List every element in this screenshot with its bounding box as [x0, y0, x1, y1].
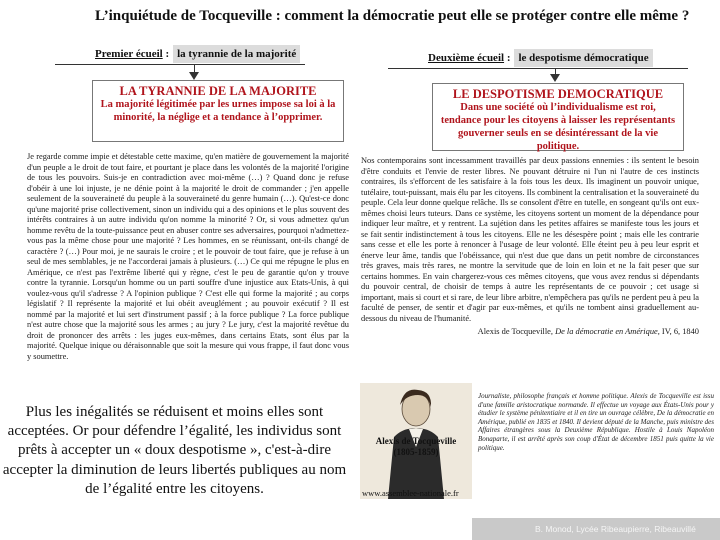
footer-credit: B. Monod, Lycée Ribeaupierre, Ribeauvillé — [535, 524, 696, 534]
summary-text: Plus les inégalités se réduisent et moins elles sont acceptées. Or pour défendre l’égalité, les individus sont prêts à accepter un « doux despotisme », c'est-à-dire accepter la diminution de leurs libertés publiques au nom de l’égalité entre les citoyens. — [2, 404, 347, 497]
despotism-box-text: Dans une société où l’individualisme est roi, tendance pour les citoyens à laisser les représentants gouverner seuls en se désintéressant de la vie politique. — [440, 102, 676, 152]
right-ecueil-heading — [428, 48, 653, 66]
portrait-caption — [360, 436, 472, 458]
attribution — [361, 327, 699, 338]
attribution-author: Alexis de Tocqueville, — [477, 327, 556, 336]
left-ecueil-heading — [95, 44, 300, 62]
left-arrow-icon — [189, 72, 199, 80]
left-connector-line — [55, 64, 305, 65]
right-excerpt-text: Nos contemporains sont incessamment travaillés par deux passions ennemies : ils sentent le besoin d'être conduits et l'envie de rester libres. Ne pouvant détruire ni l'un ni l'autre de ces instincts contraires, ils s'efforcent de les satisfaire à la fois tous les deux. Ils imaginent un pouvoir unique, tutélaire, tout-puissant, mais élu par les citoyens. Ils combinent la centralisation et la souveraineté du peuple. Cela leur donne quelque relâche. Ils se consolent d'être en tutelle, en songeant qu'ils ont eux-mêmes choisi leurs tuteurs. Dans ce système, les citoyens sortent un moment de la dépendance pour indiquer leur maître, et y rentrent. La sujétion dans les petites affaires se manifeste tous les jours et se fait sentir indistinctement à tous les citoyens. Elle ne les désespère point ; mais elle les contrarie sans cesse et elle les porte à renoncer à l'usage de leur volonté. Elle éteint peu à peu leur esprit et énerve leur âme, tandis que l'obéissance, qui n'est due que dans un petit nombre de circonstances très graves, mais très rares, ne montre la servitude que de loin en loin et ne la fait peser que sur certains hommes. En vain chargerez-vous ces mêmes citoyens, que vous avez rendus si dépendants du pouvoir central, de choisir de temps à autre les représentants de ce pouvoir ; cet usage si important, mais si court et si rare, de leur libre arbitre, n'empêchera pas qu'ils ne perdent peu à peu la faculté de penser, de sentir et d'agir par eux-mêmes, et qu'ils ne tombent ainsi graduellement au-dessous du niveau de l'humanité. — [361, 156, 699, 323]
page-title: L’inquiétude de Tocqueville : comment la démocratie peut elle se protéger contre elle même ? — [95, 8, 690, 24]
summary-overlay — [0, 398, 349, 540]
left-arrow-shaft — [194, 64, 195, 72]
right-connector-line — [388, 68, 688, 69]
tyranny-box — [92, 80, 344, 142]
source-site: www.assemblee-nationale.fr — [362, 488, 459, 498]
portrait-name: Alexis de Tocqueville — [375, 436, 457, 446]
right-arrow-icon — [550, 74, 560, 82]
attribution-ref: , IV, 6, 1840 — [657, 327, 699, 336]
left-excerpt — [27, 152, 349, 402]
tyranny-box-title: LA TYRANNIE DE LA MAJORITE — [119, 84, 317, 98]
despotism-box-title: LE DESPOTISME DEMOCRATIQUE — [452, 87, 664, 101]
despotism-box — [432, 83, 684, 151]
left-ecueil-sep: : — [162, 48, 170, 60]
biography: Journaliste, philosophe français et homme politique. Alexis de Tocqueville est issu d'une famille aristocratique normande. Il effectue un voyage aux États-Unis pour y étudier le système pénitentiaire et il en tire un ouvrage célèbre, De la démocratie en Amérique, publié en 1835 et 1840. Il devient député de la Manche, puis ministre des Affaires étrangères sous la Deuxième République. Hostile à Louis Napoléon Bonaparte, il est arrêté après son coup d'État de décembre 1851 puis quitte la vie politique. — [478, 392, 714, 452]
portrait-dates: (1805-1859) — [393, 447, 439, 457]
right-ecueil-label: Deuxième écueil — [428, 52, 505, 64]
tyranny-box-text: La majorité légitimée par les urnes impose sa loi à la minorité, la néglige et a tendance à l’opprimer. — [100, 99, 336, 123]
left-ecueil-label: Premier écueil — [95, 48, 163, 60]
right-excerpt — [361, 156, 699, 384]
right-ecueil-sep: : — [504, 52, 511, 64]
right-ecueil-tag: le despotisme démocratique — [514, 49, 652, 67]
left-ecueil-tag: la tyrannie de la majorité — [173, 45, 300, 63]
attribution-work: De la démocratie en Amérique — [555, 327, 658, 336]
left-excerpt-text: Je regarde comme impie et détestable cette maxime, qu'en matière de gouvernement la majorité d'un peuple a le droit de tout faire, et pourtant je place dans les volontés de la majorité l'origine de tous les pouvoirs. Suis-je en contradiction avec moi-même (…) ? Quand donc je refuse d'obéir à une loi injuste, je ne dénie point à la majorité le droit de commander ; j'en appelle seulement de la souveraineté du peuple à la souveraineté du genre humain (…). Qu'est-ce donc qu'une majorité prise collectivement, sinon un individu qui a des opinions et le plus souvent des intérêts contraires à un autre individu qu'on nomme la minorité ? Or, si vous admettez qu'un homme revêtu de la toute-puissance peut en abuser contre ses adversaires, pourquoi n'admettez-vous pas la même chose pour une majorité ? Les hommes, en se réunissant, ont-ils changé de caractère ? (…) Pour moi, je ne saurais le croire ; et le pouvoir de tout faire, que je refuse à un seul de mes semblables, je ne l'accorderai jamais à plusieurs. (…) Ce qui me répugne le plus en Amérique, ce n'est pas l'extrême liberté qui y règne, c'est le peu de garantie qu'on y trouve contre la tyrannie. Lorsqu'un homme ou un parti souffre d'une injustice aux Etats-Unis, à qui voulez-vous qu'il s'adresse ? A l'opinion publique ? C'est elle qui forme la majorité ; au corps législatif ? Il représente la majorité et lui obéit aveuglément ; au pouvoir exécutif ? Il est nommé par la majorité et lui sert d'instrument passif ; à la force publique ? La force publique n'est autre chose que la majorité sous les armes ; au jury ? Le jury, c'est la majorité revêtue du droit de prononcer des arrêts : les juges eux-mêmes, dans certains Etats, sont élus par la majorité. Quelque inique ou déraisonnable que soit la mesure qui vous frappe, il faut donc vous y soumettre. — [27, 152, 349, 361]
